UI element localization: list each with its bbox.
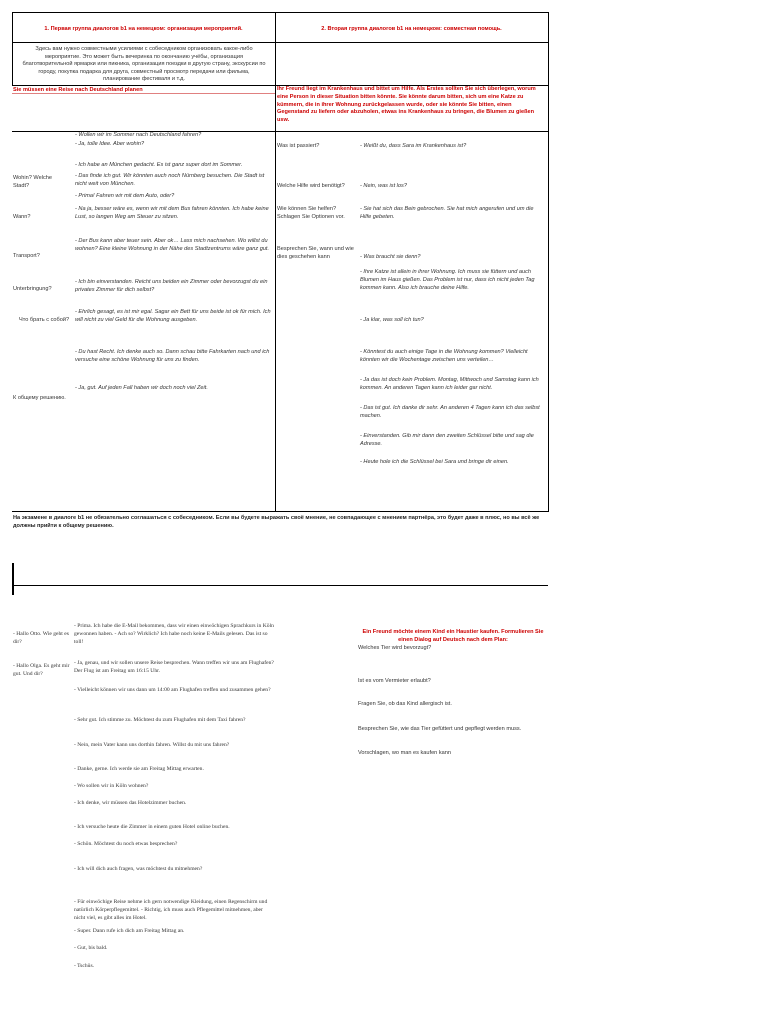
cue-help-needed: Welche Hilfe wird benötigt? <box>277 183 345 189</box>
cue-what-to-bring: Что брать с собой? <box>19 317 70 323</box>
dialog1-line: - Ja, tolle Idee. Aber wohin? <box>75 141 145 147</box>
dialog3-line: - Vielleicht können wir uns dann um 14:00 am Flughafen treffen und zusammen gehen? <box>74 687 271 693</box>
pet-plan-item: Ist es vom Vermieter erlaubt? <box>358 678 431 684</box>
pet-task-title: Ein Freund möchte einem Kind ein Haustier kaufen. Formulieren Sie einen Dialog auf Deutsch nach dem Plan: <box>362 629 544 644</box>
dialog3-line: - Gut, bis bald. <box>74 945 108 951</box>
pet-plan-item: Vorschlagen, wo man es kaufen kann <box>358 750 451 756</box>
dialog3-line: - Nein, mein Vater kann uns dorthin fahren. Willst du mit uns fahren? <box>74 742 230 748</box>
task1-text: Sie müssen eine Reise nach Deutschland planen <box>13 87 143 93</box>
dialog3-line: - Für einwöchige Reise nehme ich gern notwendige Kleidung, einen Regenschirm und natürlich Körperpflegemittel. - Richtig, ich muss auch Pflegemittel mitnehmen, aber nicht viel, es gibt alles im Hotel. <box>74 899 268 922</box>
pet-plan-item: Fragen Sie, ob das Kind allergisch ist. <box>358 701 452 707</box>
dialog1-line: - Wollen wir im Sommer nach Deutschland fahren? <box>75 132 202 138</box>
pet-plan-item: Besprechen Sie, wie das Tier gefüttert und gepflegt werden muss. <box>358 726 522 732</box>
table-right-border <box>548 12 549 512</box>
dialog2-line: - Ja das ist doch kein Problem. Montag, Mittwoch und Samstag kann ich kommen. An anderen Tagen kann ich leider gar nicht. <box>360 377 539 392</box>
dialog3-line: - Super. Dann rufe ich dich am Freitag Mittag an. <box>74 928 185 934</box>
dialog3-line: - Wo sollen wir in Köln wohnen? <box>74 783 149 789</box>
cue-decision: К общему решению. <box>13 395 66 401</box>
intro-text: Здесь вам нужно совместными усилиями с собеседником организовать какое-либо мероприятие. Это может быть вечеринка по окончанию учёбы, организация благотворительной ярмарки или пикника, организация поездки в другую страну, экскурсии по городу, покупка подарка для друга, совместный просмотр передачи или фильма, планирование фестиваля и т.д. <box>22 46 266 83</box>
dialog1-line: - Ehrlich gesagt, es ist mir egal. Sagar ein Bett für uns beide ist ok für mich. Ich will nicht zu viel Geld für die Wohnung ausgeben. <box>75 309 271 324</box>
cue-how-help: Wie können Sie helfen? Schlagen Sie Optionen vor. <box>277 206 345 221</box>
greeting-otto: - Hallo Otto. Wie geht es dir? <box>13 631 69 646</box>
task2-text: Ihr Freund liegt im Krankenhaus und bittet um Hilfe. Als Erstes sollten Sie sich überlegen, worum eine Person in dieser Situation bitten könnte. Sie könnte darum bitten, sich um eine Katze zu kümmern, die in ihrer Wohnung zurückgelassen wurde, oder sie könnte Sie bitten, einen Gegenstand zu liefern oder abzuholen, etwas ins Krankenhaus zu bringen, die Blumen zu gießen usw. <box>277 86 536 124</box>
dialog3-line: - Ich will dich auch fragen, was möchtest du mitnehmen? <box>74 866 203 872</box>
cue-accommodation: Unterbringung? <box>13 286 52 292</box>
column1-header: 1. Первая группа диалогов b1 на немецком: организация мероприятий. <box>44 26 243 32</box>
dialog3-line: - Sehr gut. Ich stimme zu. Möchtest du zum Flughafen mit dem Taxi fahren? <box>74 717 246 723</box>
dialog3-line: - Ich denke, wir müssen das Hotelzimmer buchen. <box>74 800 187 806</box>
column2-header: 2. Вторая группа диалогов b1 на немецком: совместная помощь. <box>321 26 502 32</box>
dialog2-line: - Einverstanden. Gib mir dann den zweiten Schlüssel bitte und sag die Adresse. <box>360 433 534 448</box>
exam-note: На экзамене в диалоге b1 не обязательно соглашаться с собеседником. Если вы будете выражать своё мнение, не совпадающее с мнением партнёра, это будет даже в плюс, но вы всё же должны прийти к общему решению. <box>13 515 540 530</box>
cue-what-happened: Was ist passiert? <box>277 143 320 149</box>
dialog2-line: - Heute hole ich die Schlüssel bei Sara und bringe dir einen. <box>360 459 509 465</box>
cue-transport: Transport? <box>13 253 40 259</box>
dialog3-line: - Danke, gerne. Ich werde sie am Freitag Mittag erwarten. <box>74 766 204 772</box>
dialog1-line: - Das finde ich gut. Wir könnten auch noch Nürnberg besuchen. Die Stadt ist nicht weit von München. <box>75 173 265 188</box>
dialog2-line: - Nein, was ist los? <box>360 183 407 189</box>
dialog2-line: - Was braucht sie denn? <box>360 254 421 260</box>
section-separator-line <box>12 585 548 586</box>
dialog2-line: - Sie hat sich das Bein gebrochen. Sie hat mich angerufen und um die Hilfe gebeten. <box>360 206 534 221</box>
table-left-border <box>12 12 13 86</box>
dialog1-line: - Ich habe an München gedacht. Es ist ganz super dort im Sommer. <box>75 162 243 168</box>
dialog2-line: - Weißt du, dass Sara im Krankenhaus ist? <box>360 143 467 149</box>
dialog1-line: - Ja, gut. Auf jeden Fall haben wir doch noch viel Zeit. <box>75 385 208 391</box>
cue-when: Wann? <box>13 214 31 220</box>
dialog1-line: - Na ja, besser wäre es, wenn wir mit dem Bus fahren könnten. Ich habe keine Lust, so langen Weg am Steuer zu sitzen. <box>75 206 269 221</box>
dialog1-line: - Prima! Fahren wir mit dem Auto, oder? <box>75 193 175 199</box>
dialog2-line: - Ja klar, was soll ich tun? <box>360 317 424 323</box>
dialog3-line: - Schön. Möchtest du noch etwas besprechen? <box>74 841 178 847</box>
dialog3-line: - Prima. Ich habe die E-Mail bekommen, dass wir einen einwöchigen Sprachkurs in Köln gewonnen haben. - Ach so? Wirklich? Ich habe noch keine E-Mails gelesen. Das ist so toll! <box>74 623 274 646</box>
cue-where: Wohin? Welche Stadt? <box>13 175 52 190</box>
dialog1-line: - Du hast Recht. Ich denke auch so. Dann schau bitte Fahrkarten nach und ich versuche eine schöne Wohnung für uns zu finden. <box>75 349 270 364</box>
cue-when-how: Besprechen Sie, wann und wie dies geschehen kann <box>277 246 354 261</box>
greeting-olga: - Hallo Olga. Es geht mir gut. Und dir? <box>13 663 70 678</box>
table-bottom-border <box>12 511 549 512</box>
table-column-divider <box>275 12 276 512</box>
table-header-divider <box>12 42 549 43</box>
dialog3-line: - Ja, genau, und wir sollen unsere Reise besprechen. Wann treffen wir uns am Flughafen? Der Flug ist am Freitag um 16:15 Uhr. <box>74 660 274 675</box>
dialog2-line: - Ihre Katze ist allein in ihrer Wohnung. Ich muss sie füttern und auch Blumen im Haus gießen. Das Problem ist nur, dass ich nicht jeden Tag kommen kann. Also ich brauche deine Hilfe. <box>360 269 535 292</box>
dialog1-line: - Der Bus kann aber teuer sein. Aber ok… Lass mich nachsehen. Wo willst du wohnen? Eine kleine Wohnung in der Nähe des Stadtzentrums wäre ganz gut. <box>75 238 270 253</box>
dialog3-line: - Ich versuche heute die Zimmer in einem guten Hotel online buchen. <box>74 824 230 830</box>
dialog3-line: - Tschüs. <box>74 963 95 969</box>
dialog2-line: - Das ist gut. Ich danke dir sehr. An anderen 4 Tagen kann ich das selbst machen. <box>360 405 540 420</box>
table-top-border <box>12 12 549 13</box>
dialog1-line: - Ich bin einverstanden. Reicht uns beiden ein Zimmer oder bevorzugst du ein privates Zimmer für dich selbst? <box>75 279 268 294</box>
section-separator-tick <box>12 563 14 595</box>
pet-plan-item: Welches Tier wird bevorzugt? <box>358 645 432 651</box>
dialog2-line: - Könntest du auch einige Tage in die Wohnung kommen? Vielleicht könnten wir die Wochentage zwischen uns verteilen… <box>360 349 528 364</box>
